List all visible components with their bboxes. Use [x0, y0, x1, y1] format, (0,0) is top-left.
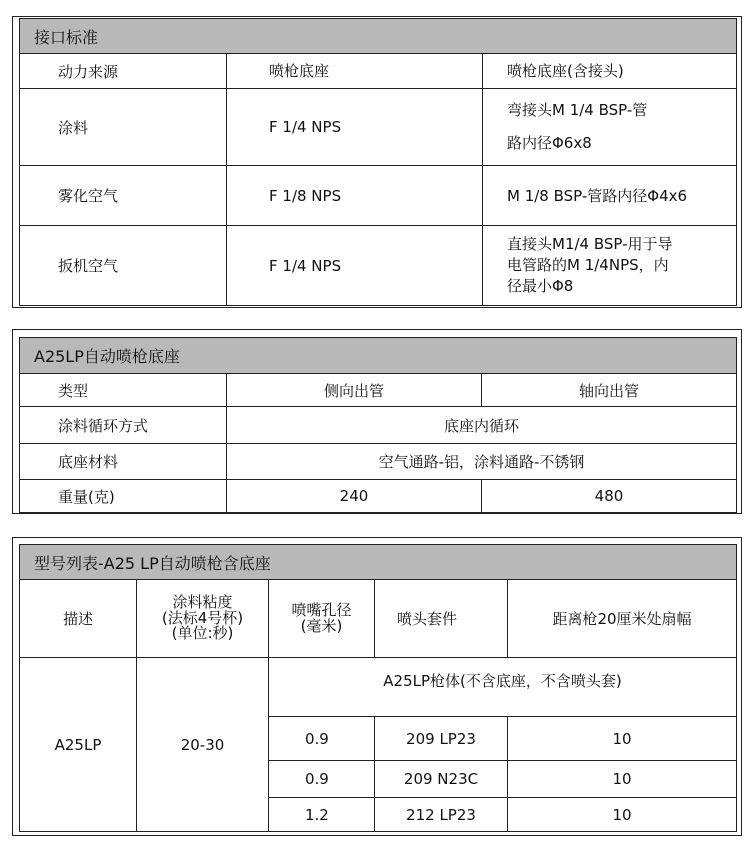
base-table	[19, 337, 737, 513]
cell-value: 侧向出管	[227, 374, 482, 407]
column-header: 距离枪20厘米处扇幅	[508, 580, 737, 658]
text-line: 直接头M1/4 BSP-用于导	[507, 235, 673, 253]
cell-nozzle: 0.9	[269, 717, 375, 761]
cell-value: 轴向出管	[482, 374, 737, 407]
text-line: 路内径Φ6x8	[507, 134, 592, 152]
cell-base: F 1/8 NPS	[227, 166, 483, 226]
table-row	[20, 374, 737, 407]
cell-fan: 10	[508, 717, 737, 761]
cell-fitting	[483, 166, 737, 226]
table-row	[20, 89, 737, 166]
cell-kit: 212 LP23	[375, 798, 508, 832]
interface-table-frame	[12, 16, 742, 308]
cell-value: 空气通路-铝，涂料通路-不锈钢	[227, 444, 737, 480]
cell-model: A25LP	[20, 658, 137, 832]
cell-kit: 209 N23C	[375, 761, 508, 798]
cell-value: 480	[482, 480, 737, 513]
column-header-viscosity	[137, 580, 269, 658]
table-title: A25LP自动喷枪底座	[20, 338, 737, 374]
text-line: M 1/8 BSP-管路内径Φ4x6	[507, 186, 688, 205]
text-line: (毫米)	[300, 616, 343, 635]
row-label: 底座材料	[20, 444, 227, 480]
text-line: 弯接头M 1/4 BSP-管	[507, 101, 648, 119]
table-title: 接口标准	[20, 19, 737, 54]
cell-nozzle: 0.9	[269, 761, 375, 798]
row-label: 重量(克)	[20, 480, 227, 513]
column-header: 喷枪底座(含接头)	[483, 54, 737, 89]
table-row	[20, 166, 737, 226]
table-row	[20, 407, 737, 444]
interface-table	[19, 18, 737, 306]
column-header-nozzle	[269, 580, 375, 658]
cell-fitting	[483, 89, 737, 166]
cell-source: 涂料	[20, 89, 227, 166]
row-label: 涂料循环方式	[20, 407, 227, 444]
text-line: (单位:秒)	[171, 624, 234, 643]
text-line: 电管路的M 1/4NPS，内	[507, 256, 669, 274]
base-table-frame	[12, 329, 742, 514]
cell-source: 雾化空气	[20, 166, 227, 226]
model-table	[19, 544, 737, 832]
cell-nozzle: 1.2	[269, 798, 375, 832]
column-header: 喷枪底座	[227, 54, 483, 89]
column-header: 动力来源	[20, 54, 227, 89]
cell-base: F 1/4 NPS	[227, 89, 483, 166]
text-line: 涂料粘度	[172, 592, 233, 611]
column-header: 描述	[20, 580, 137, 658]
cell-base: F 1/4 NPS	[227, 226, 483, 306]
cell-kit: 209 LP23	[375, 717, 508, 761]
model-table-frame	[12, 537, 742, 836]
cell-fitting	[483, 226, 737, 306]
cell-fan: 10	[508, 761, 737, 798]
row-label: 类型	[20, 374, 227, 407]
cell-gun-body-note: A25LP枪体(不含底座，不含喷头套)	[269, 658, 737, 717]
table-title: 型号列表-A25 LP自动喷枪含底座	[20, 545, 737, 580]
table-row	[20, 480, 737, 513]
cell-viscosity: 20-30	[137, 658, 269, 832]
cell-value: 底座内循环	[227, 407, 737, 444]
text-line: 喷嘴孔径	[291, 600, 352, 619]
table-row	[20, 444, 737, 480]
table-row	[20, 226, 737, 306]
cell-value: 240	[227, 480, 482, 513]
text-line: 径最小Φ8	[507, 277, 574, 295]
cell-fan: 10	[508, 798, 737, 832]
cell-source: 扳机空气	[20, 226, 227, 306]
text-line: (法标4号杯)	[161, 608, 244, 627]
column-header: 喷头套件	[375, 580, 508, 658]
